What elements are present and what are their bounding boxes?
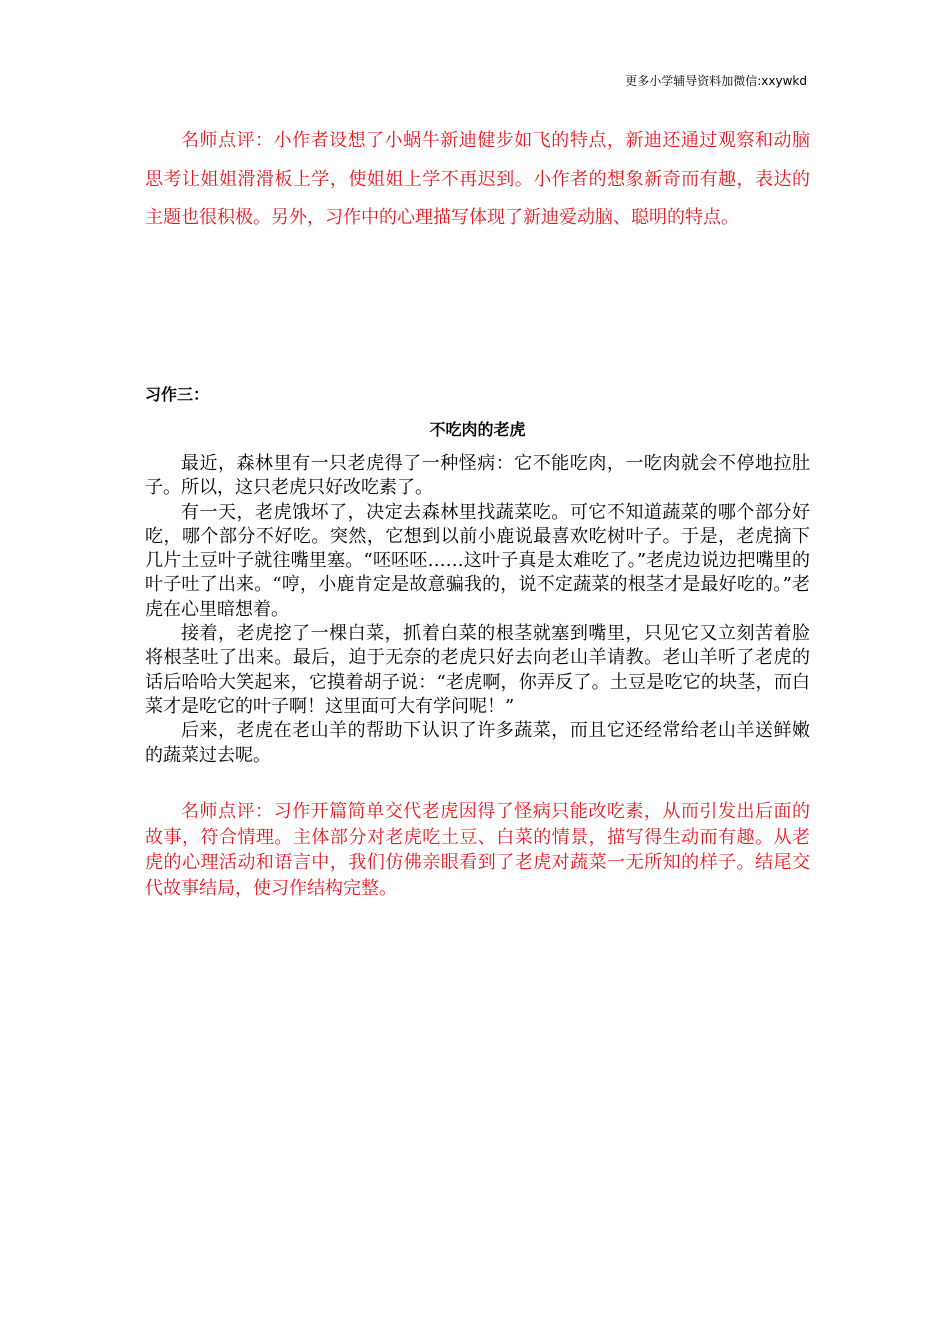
essay-title: 不吃肉的老虎 xyxy=(429,420,526,439)
page-header-note: 更多小学辅导资料加微信:xxywkd xyxy=(625,74,807,88)
essay-paragraph: 最近，森林里有一只老虎得了一种怪病：它不能吃肉，一吃肉就会不停地拉肚子。所以，这只老虎只好改吃素了。 xyxy=(145,453,810,499)
essay-paragraph: 有一天，老虎饿坏了，决定去森林里找蔬菜吃。可它不知道蔬菜的哪个部分好吃，哪个部分不好吃。突然，它想到以前小鹿说最喜欢吃树叶子。于是，老虎摘下几片土豆叶子就往嘴里塞。“呸呸呸……这叶子真是太难吃了。”老虎边说边把嘴里的叶子吐了出来。“哼，小鹿肯定是故意骗我的，说不定蔬菜的根茎才是最好吃的。”老虎在心里暗想着。 xyxy=(145,501,810,620)
teacher-comment-one: 名师点评：小作者设想了小蜗牛新迪健步如飞的特点，新迪还通过观察和动脑思考让姐姐滑滑板上学，使姐姐上学不再迟到。小作者的想象新奇而有趣，表达的主题也很积极。另外，习作中的心理描写体现了新迪爱动脑、聪明的特点。 xyxy=(145,130,810,228)
essay-body xyxy=(145,452,810,768)
essay-paragraph: 后来，老虎在老山羊的帮助下认识了许多蔬菜，而且它还经常给老山羊送鲜嫩的蔬菜过去呢。 xyxy=(145,720,810,766)
teacher-comment-two: 名师点评：习作开篇简单交代老虎因得了怪病只能改吃素，从而引发出后面的故事，符合情理。主体部分对老虎吃土豆、白菜的情景，描写得生动而有趣。从老虎的心理活动和语言中，我们仿佛亲眼看到了老虎对蔬菜一无所知的样子。结尾交代故事结局，使习作结构完整。 xyxy=(145,801,810,899)
essay-paragraph: 接着，老虎挖了一棵白菜，抓着白菜的根茎就塞到嘴里，只见它又立刻苦着脸将根茎吐了出来。最后，迫于无奈的老虎只好去向老山羊请教。老山羊听了老虎的话后哈哈大笑起来，它摸着胡子说：“老虎啊，你弄反了。土豆是吃它的块茎，而白菜才是吃它的叶子啊！这里面可大有学问呢！” xyxy=(145,623,810,717)
section-heading: 习作三： xyxy=(145,385,210,404)
